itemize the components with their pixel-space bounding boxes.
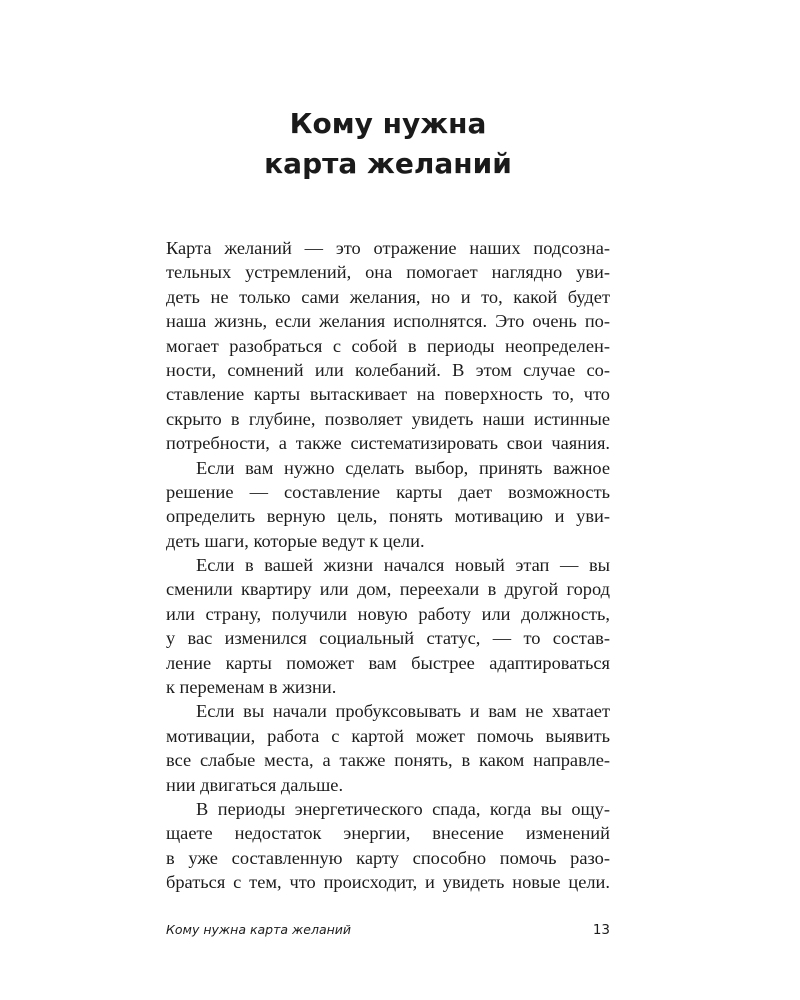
text-line: щаете недостаток энергии, внесение изменений: [166, 823, 610, 844]
text-line: тельных устремлений, она помогает наглядно уви-: [166, 262, 610, 283]
text-line: потребности, а также систематизировать свои чаяния.: [166, 433, 610, 454]
text-line: ности, сомнений или колебаний. В этом случае со-: [166, 359, 610, 380]
text-line: В периоды энергетического спада, когда вы ощу-: [196, 798, 610, 819]
text-line: все слабые места, а также понять, в каком направле-: [166, 750, 610, 771]
text-line: ление карты поможет вам быстрее адаптироваться: [166, 652, 610, 673]
text-line: Карта желаний — это отражение наших подсозна-: [166, 238, 610, 258]
text-line: решение — составление карты дает возможность: [166, 481, 610, 502]
text-line: или страну, получили новую работу или должность,: [166, 603, 610, 624]
page-title: [0, 104, 776, 184]
text-line: скрыто в глубине, позволяет увидеть наши истинные: [166, 408, 610, 429]
text-line: мотивации, работа с картой может помочь выявить: [166, 725, 610, 746]
text-line: деть шаги, которые ведут к цели.: [166, 530, 425, 551]
text-line: сменили квартиру или дом, переехали в другой город: [166, 579, 610, 600]
text-line: определить верную цель, понять мотивацию и уви-: [166, 506, 610, 527]
page-number: 13: [592, 922, 610, 938]
text-line: Если в вашей жизни начался новый этап — вы: [196, 555, 610, 576]
text-line: у вас изменился социальный статус, — то состав-: [166, 628, 610, 649]
page-footer: [166, 920, 610, 942]
text-line: ставление карты вытаскивает на поверхность то, что: [166, 384, 610, 405]
text-line: деть не только сами желания, но и то, какой будет: [166, 286, 610, 307]
text-line: Если вы начали пробуксовывать и вам не хватает: [196, 701, 610, 722]
text-line: в уже составленную карту способно помочь разо-: [166, 847, 610, 868]
text-line: могает разобраться с собой в периоды неопределен-: [166, 335, 610, 356]
body-text: [166, 236, 610, 895]
title-line-2: карта желаний: [264, 147, 512, 180]
text-line: нии двигаться дальше.: [166, 774, 344, 795]
text-line: браться с тем, что происходит, и увидеть новые цели.: [166, 872, 610, 893]
running-title: Кому нужна карта желаний: [166, 922, 352, 937]
title-line-1: Кому нужна: [289, 107, 487, 140]
text-line: наша жизнь, если желания исполнятся. Это очень по-: [166, 311, 610, 332]
text-line: к переменам в жизни.: [166, 677, 337, 698]
text-line: Если вам нужно сделать выбор, принять важное: [196, 457, 610, 478]
